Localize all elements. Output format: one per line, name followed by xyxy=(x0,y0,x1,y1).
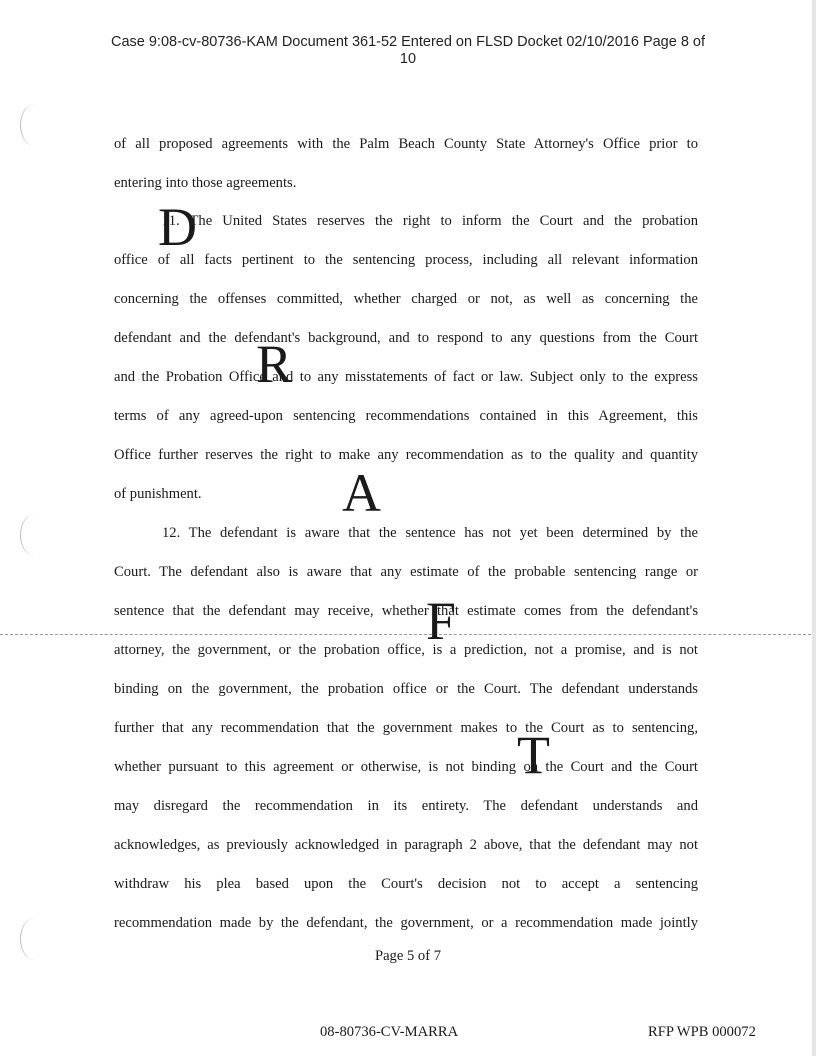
court-filing-header xyxy=(40,34,776,68)
punch-hole-mark-top xyxy=(20,104,49,146)
body-line-7: and the Probation Office and to any misstatements of fact or law. Subject only to the express xyxy=(114,369,698,385)
body-line-12: Court. The defendant also is aware that any estimate of the probable sentencing range or xyxy=(114,564,698,580)
body-line-9: Office further reserves the right to make any recommendation as to the quality and quantity xyxy=(114,447,698,463)
draft-watermark-letter-r: R xyxy=(256,334,293,394)
draft-watermark-letter-t: T xyxy=(517,725,550,785)
footer-bates-number: RFP WPB 000072 xyxy=(648,1024,756,1040)
page-number: Page 5 of 7 xyxy=(374,948,442,964)
draft-watermark-letter-f: F xyxy=(426,591,457,651)
body-line-14: attorney, the government, or the probation office, is a prediction, not a promise, and is not xyxy=(114,642,698,658)
body-line-6: defendant and the defendant's background, and to respond to any questions from the Court xyxy=(114,330,698,346)
scan-fold-line xyxy=(0,634,816,635)
body-line-16: further that any recommendation that the government makes to the Court as to sentencing, xyxy=(114,720,698,736)
body-line-2: entering into those agreements. xyxy=(114,175,297,191)
body-line-13: sentence that the defendant may receive, whether that estimate comes from the defendant's xyxy=(114,603,698,619)
body-line-1: of all proposed agreements with the Palm Beach County State Attorney's Office prior to xyxy=(114,136,698,152)
body-line-3-paragraph-11: 11. The United States reserves the right to inform the Court and the probation xyxy=(162,213,698,229)
body-line-10: of punishment. xyxy=(114,486,202,502)
body-line-5: concerning the offenses committed, whether charged or not, as well as concerning the xyxy=(114,291,698,307)
body-line-11-paragraph-12: 12. The defendant is aware that the sentence has not yet been determined by the xyxy=(162,525,698,541)
header-line-2: 10 xyxy=(399,51,417,67)
header-line-1: Case 9:08-cv-80736-KAM Document 361-52 Entered on FLSD Docket 02/10/2016 Page 8 of xyxy=(110,34,706,50)
scan-page-edge xyxy=(812,0,816,1056)
body-line-20: withdraw his plea based upon the Court's decision not to accept a sentencing xyxy=(114,876,698,892)
body-line-15: binding on the government, the probation office or the Court. The defendant understands xyxy=(114,681,698,697)
draft-watermark-letter-d: D xyxy=(158,197,197,257)
body-line-8: terms of any agreed-upon sentencing recommendations contained in this Agreement, this xyxy=(114,408,698,424)
punch-hole-mark-middle xyxy=(20,514,49,556)
body-line-17: whether pursuant to this agreement or otherwise, is not binding on the Court and the Court xyxy=(114,759,698,775)
body-line-18: may disregard the recommendation in its entirety. The defendant understands and xyxy=(114,798,698,814)
body-line-21: recommendation made by the defendant, the government, or a recommendation made jointly xyxy=(114,915,698,931)
body-line-4: office of all facts pertinent to the sentencing process, including all relevant information xyxy=(114,252,698,268)
body-line-19: acknowledges, as previously acknowledged in paragraph 2 above, that the defendant may not xyxy=(114,837,698,853)
footer-case-number: 08-80736-CV-MARRA xyxy=(320,1024,459,1040)
draft-watermark-letter-a: A xyxy=(342,463,381,523)
